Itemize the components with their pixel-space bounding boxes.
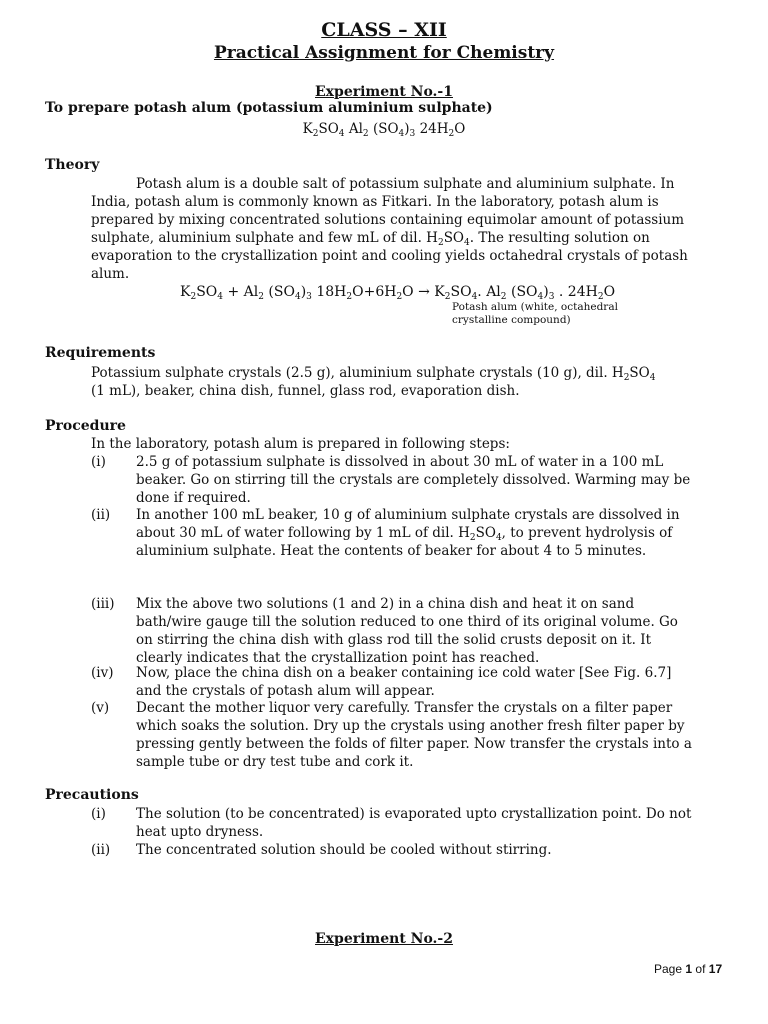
procedure-intro: In the laboratory, potash alum is prepared in following steps: — [91, 436, 510, 452]
potash-alum-formula: $K_2SO_4$ $Al_2$ $(SO_4)_3$ $24H_2O$ — [302, 121, 466, 139]
procedure-heading: Procedure — [45, 418, 126, 434]
requirements-heading: Requirements — [45, 345, 156, 361]
requirements-paragraph: Potassium sulphate crystals (2.5 g), aluminium sulphate crystals (10 g), dil. $H_2SO_4$ (1 mL), beaker, china dish, funnel, glass rod, evaporation dish. — [91, 365, 656, 399]
equation-note: Potash alum (white, octahedral crystalline compound) — [452, 301, 618, 326]
experiment-1-title: Experiment No.-1 — [315, 84, 453, 100]
theory-paragraph: Potash alum is a double salt of potassium sulphate and aluminium sulphate. In India, potash alum is commonly known as Fitkari. In the laboratory, potash alum is prepared by mixing concentrated solutions containing equimolar amount of potassium sulphate, aluminium sulphate and few mL of dil. $H_2SO_4$. The resulting solution on evaporation to the crystallization point and cooling yields octahedral crystals of potash alum. — [91, 176, 688, 282]
experiment-1-aim: To prepare potash alum (potassium aluminium sulphate) — [45, 100, 493, 116]
class-heading: CLASS – XII — [321, 19, 447, 41]
document-page: CLASS – XII Practical Assignment for Chemistry Experiment No.-1 To prepare potash alum (potassium aluminium sulphate) $K_2SO_4$ $Al_2$ $(SO_4)_3$ $24H_2O$ Theory Potash alum is a double salt of potassium sulphate and aluminium sulphate. In India, potash alum is commonly known as Fitkari. In the laboratory, potash alum is prepared by mixing concentrated solutions containing equimolar amount of potassium sulphate, aluminium sulphate and few mL of dil. $H_2SO_4$. The resulting solution on evaporation to the crystallization point and cooling yields octahedral crystals of potash alum. $K_2SO_4 + Al_2$ $(SO_4)_3$ $18H_2O+6H_2O \to K_2SO_4$. $Al_2$ $(SO_4)_3$ . $24H_2O$ Potash alum (white, octahedral crystalline compound) Requirements Potassium sulphate crystals (2.5 g), aluminium sulphate crystals (10 g), dil. $H_2SO_4$ (1 mL), beaker, china dish, funnel, glass rod, evaporation dish. Procedure In the laboratory, potash alum is prepared in following steps: (i) 2.5 g of potassium sulphate is dissolved in about 30 mL of water in a 100 mL beaker. Go on stirring till the crystals are completely dissolved. Warming may be done if required. (ii) In another 100 mL beaker, 10 g of aluminium sulphate crystals are dissolved in about 30 mL of water following by 1 mL of dil. $H_2SO_4$, to prevent hydrolysis of aluminium sulphate. Heat the contents of beaker for about 4 to 5 minutes. (iii) Mix the above two solutions (1 and 2) in a china dish and heat it on sand bath/wire gauge till the solution reduced to one third of its original volume. Go on stirring the china dish with glass rod till the solid crusts deposit on it. It clearly indicates that the crystallization point has reached. (iv) Now, place the china dish on a beaker containing ice cold water [See Fig. 6.7] and the crystals of potash alum will appear. (v) Decant the mother liquor very carefully. Transfer the crystals on a filter paper which soaks the solution. Dry up the crystals using another fresh filter paper by pressing gently between the folds of filter paper. Now transfer the crystals into a sample tube or dry test tube and cork it. Precautions (i) The solution (to be concentrated) is evaporated upto crystallization point. Do not heat upto dryness. (ii) The concentrated solution should be cooled without stirring. Experiment No.-2 Page 1 of 17 — [0, 0, 768, 1024]
reaction-equation: $K_2SO_4 + Al_2$ $(SO_4)_3$ $18H_2O+6H_2O \to K_2SO_4$. $Al_2$ $(SO_4)_3$ . $24H_2O$ — [180, 284, 616, 302]
experiment-2-title: Experiment No.-2 — [315, 931, 453, 947]
theory-heading: Theory — [45, 157, 100, 173]
page-number: Page 1 of 17 — [654, 962, 723, 976]
precautions-heading: Precautions — [45, 787, 139, 803]
assignment-title: Practical Assignment for Chemistry — [213, 43, 555, 63]
